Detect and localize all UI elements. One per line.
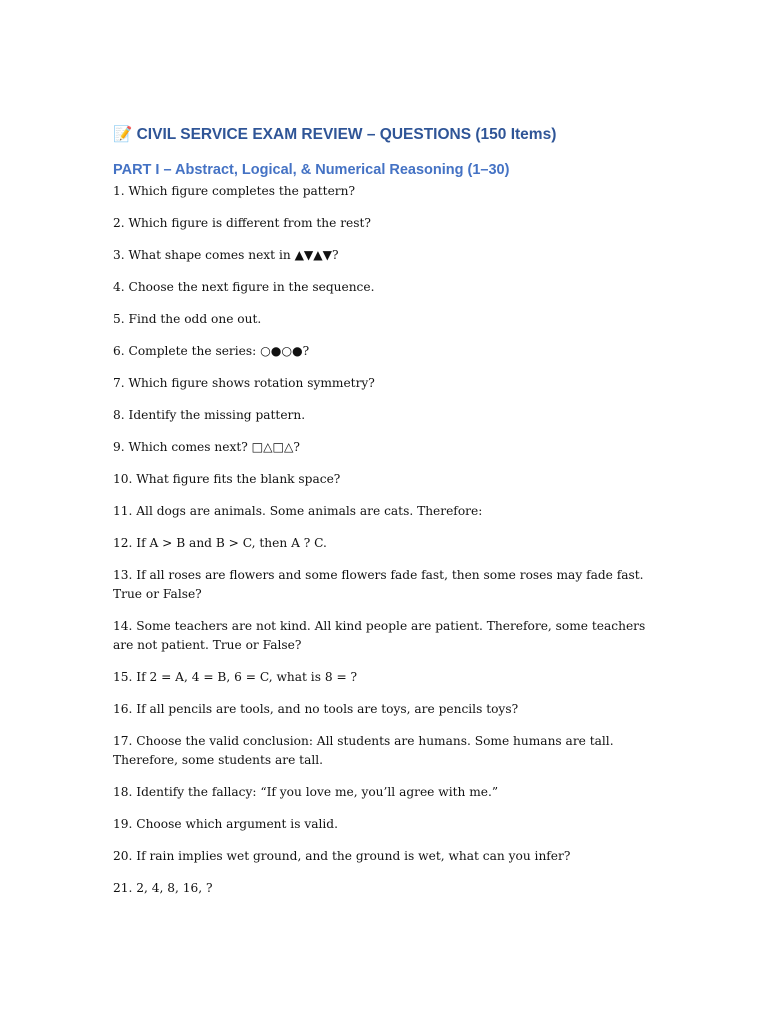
- question-item: 8. Identify the missing pattern.: [113, 408, 306, 422]
- question-item: 18. Identify the fallacy: “If you love me, you’ll agree with me.”: [113, 785, 499, 799]
- question-item: 15. If 2 = A, 4 = B, 6 = C, what is 8 = ?: [113, 670, 358, 684]
- question-item: 11. All dogs are animals. Some animals are cats. Therefore:: [113, 504, 483, 518]
- question-item: 17. Choose the valid conclusion: All students are humans. Some humans are tall. Therefore, some students are tall.: [113, 734, 614, 767]
- question-item: 20. If rain implies wet ground, and the ground is wet, what can you infer?: [113, 849, 571, 863]
- question-item: 12. If A > B and B > C, then A ? C.: [113, 536, 327, 550]
- question-item: 7. Which figure shows rotation symmetry?: [113, 376, 375, 390]
- question-item: 16. If all pencils are tools, and no tools are toys, are pencils toys?: [113, 702, 519, 716]
- question-item: 1. Which figure completes the pattern?: [113, 184, 356, 198]
- question-item: 3. What shape comes next in ▲▼▲▼?: [113, 248, 339, 262]
- question-item: 5. Find the odd one out.: [113, 312, 262, 326]
- question-item: 4. Choose the next figure in the sequence.: [113, 280, 375, 294]
- question-list: [113, 182, 653, 898]
- document-title: 📝 CIVIL SERVICE EXAM REVIEW – QUESTIONS (150 Items): [113, 126, 557, 143]
- question-item: 2. Which figure is different from the rest?: [113, 216, 371, 230]
- question-item: 9. Which comes next? □△□△?: [113, 440, 300, 454]
- question-item: 14. Some teachers are not kind. All kind people are patient. Therefore, some teachers are not patient. True or False?: [113, 619, 646, 652]
- document-page: [113, 124, 653, 911]
- question-item: 13. If all roses are flowers and some flowers fade fast, then some roses may fade fast. True or False?: [113, 568, 644, 601]
- question-item: 21. 2, 4, 8, 16, ?: [113, 881, 213, 895]
- question-item: 10. What figure fits the blank space?: [113, 472, 341, 486]
- question-item: 19. Choose which argument is valid.: [113, 817, 338, 831]
- part-heading: PART I – Abstract, Logical, & Numerical Reasoning (1–30): [113, 162, 510, 178]
- question-item: 6. Complete the series: ○●○●?: [113, 344, 310, 358]
